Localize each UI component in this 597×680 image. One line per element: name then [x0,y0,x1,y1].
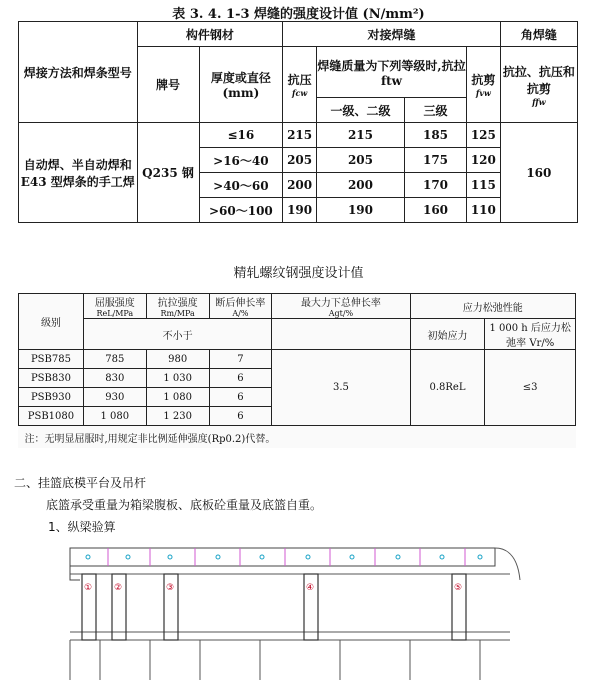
cell: 830 [83,369,146,388]
not-less: 不小于 [83,319,271,350]
hdr-elong: 断后伸长率 A/% [209,294,272,319]
hdr-level12: 一级、二级 [316,98,404,123]
cell: PSB1080 [19,407,84,426]
total-value: 3.5 [272,350,410,426]
init-value: 0.8ReL [410,350,485,426]
cell: 170 [405,173,467,198]
beam-label-2: ② [114,583,123,593]
hdr-relax: 应力松弛性能 [410,294,575,319]
cell: >16～40 [199,148,283,173]
hdr-grade: 牌号 [137,47,199,123]
cell: PSB785 [19,350,84,369]
hdr-relax-rate: 1 000 h 后应力松弛率 Vr/% [485,319,576,350]
hdr-init: 初始应力 [410,319,485,350]
cell: 7 [209,350,272,369]
cell: 785 [83,350,146,369]
beam-label-1: ① [84,583,93,593]
hdr-compress: 抗压 fcw [283,47,317,123]
cell: 930 [83,388,146,407]
section-paragraph: 底篮承受重量为箱梁腹板、底板砼重量及底篮自重。 [46,498,323,512]
cell: >40～60 [199,173,283,198]
cell: 6 [209,369,272,388]
cell: 190 [316,198,404,223]
rebar-strength-table [18,293,576,448]
cell: 1 080 [83,407,146,426]
cell: 120 [467,148,501,173]
grade-cell: Q235 钢 [137,123,199,223]
table-row [19,350,576,369]
table2-note: 注：无明显屈服时,用规定非比例延伸强度(Rp0.2)代替。 [19,426,576,449]
cell: PSB930 [19,388,84,407]
cell: 190 [283,198,317,223]
cell: 200 [283,173,317,198]
table-row [19,123,578,148]
cell: 1 230 [146,407,209,426]
cell: 980 [146,350,209,369]
beam-label-5: ⑤ [454,583,463,593]
cell: 6 [209,388,272,407]
beam-label-3: ③ [166,583,175,593]
cell: 1 080 [146,388,209,407]
girder-drawing [40,540,540,680]
weld-strength-table [18,21,578,223]
cell: 115 [467,173,501,198]
subsection-heading: 1、纵梁验算 [48,520,116,534]
hdr-fillet: 角焊缝 [500,22,577,47]
cell: 125 [467,123,501,148]
cell: 1 030 [146,369,209,388]
hdr-total: 最大力下总伸长率 Agt/% [272,294,410,319]
cell: >60～100 [199,198,283,223]
cell: 215 [316,123,404,148]
hdr-butt: 对接焊缝 [283,22,500,47]
beam-label-4: ④ [306,583,315,593]
cell: 175 [405,148,467,173]
hdr-method: 焊接方法和焊条型号 [19,22,138,123]
cell: 205 [283,148,317,173]
table2-caption: 精轧螺纹钢强度设计值 [233,266,364,281]
cell: 205 [316,148,404,173]
method-cell: 自动焊、半自动焊和 E43 型焊条的手工焊 [19,123,138,223]
fillet-value: 160 [500,123,577,223]
cell: 185 [405,123,467,148]
table1-caption: 表 3. 4. 1-3 焊缝的强度设计值 (N/mm²) [172,7,425,22]
cell: 215 [283,123,317,148]
relax-value: ≤3 [485,350,576,426]
cell: ≤16 [199,123,283,148]
hdr-fillet-sub: 抗拉、抗压和抗剪 ffw [500,47,577,123]
hdr-level3: 三级 [405,98,467,123]
cell: PSB830 [19,369,84,388]
section-heading: 二、挂篮底模平台及吊杆 [14,476,147,490]
hdr-grade: 级别 [19,294,84,350]
cell: 160 [405,198,467,223]
hdr-member: 构件钢材 [137,22,283,47]
hdr-thickness: 厚度或直径(mm) [199,47,283,123]
hdr-shear: 抗剪 fvw [467,47,501,123]
hdr-quality: 焊缝质量为下列等级时,抗拉 ftw [316,47,466,98]
hdr-yield: 屈服强度 ReL/MPa [83,294,146,319]
cell: 110 [467,198,501,223]
hdr-tensile: 抗拉强度 Rm/MPa [146,294,209,319]
cell: 6 [209,407,272,426]
cell: 200 [316,173,404,198]
